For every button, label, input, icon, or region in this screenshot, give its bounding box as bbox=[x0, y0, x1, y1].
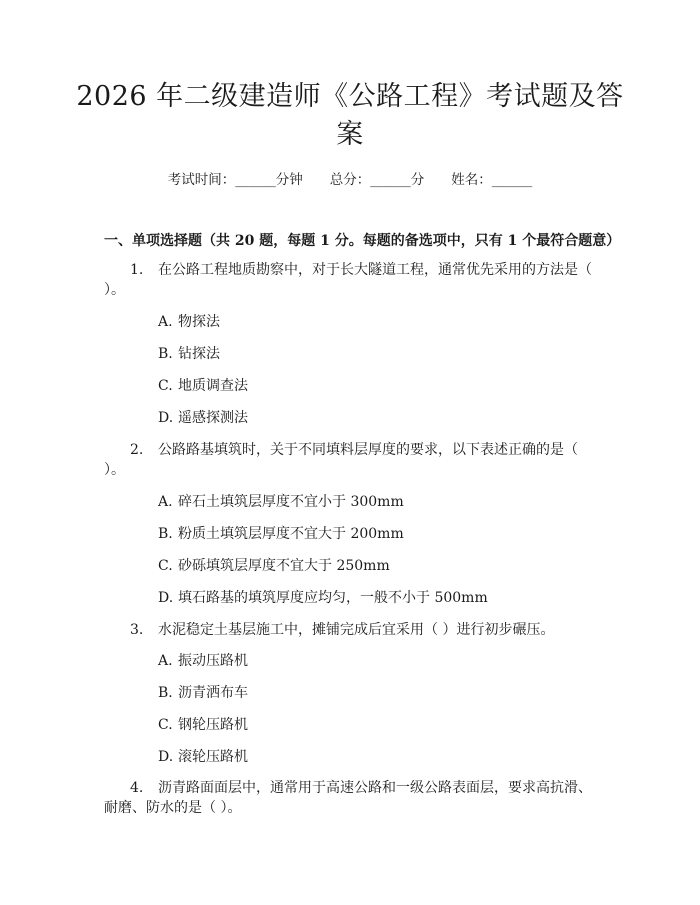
option-letter: D. bbox=[158, 410, 174, 426]
option-letter: C. bbox=[158, 558, 173, 574]
option-3b bbox=[158, 683, 248, 703]
option-letter: D. bbox=[158, 590, 174, 606]
option-text: 地质调查法 bbox=[178, 378, 248, 394]
exam-info-line: 考试时间：______分钟 总分：______分 姓名：______ bbox=[167, 172, 533, 188]
option-text: 粉质土填筑层厚度不宜大于 200mm bbox=[178, 526, 404, 542]
option-3c bbox=[158, 715, 248, 735]
option-text: 碎石土填筑层厚度不宜小于 300mm bbox=[178, 494, 404, 510]
option-text: 砂砾填筑层厚度不宜大于 250mm bbox=[178, 558, 390, 574]
option-letter: B. bbox=[158, 346, 173, 362]
question-2 bbox=[104, 440, 600, 480]
option-letter: A. bbox=[158, 494, 173, 510]
option-1a bbox=[158, 312, 220, 332]
option-text: 钻探法 bbox=[178, 346, 220, 362]
question-number: 3. bbox=[130, 622, 144, 638]
question-number: 2. bbox=[130, 442, 144, 458]
option-text: 滚轮压路机 bbox=[178, 749, 248, 765]
section-heading: 一、单项选择题（共 20 题，每题 1 分。每题的备选项中，只有 1 个最符合题意） bbox=[104, 233, 621, 249]
document-title: 2026 年二级建造师《公路工程》考试题及答案 bbox=[76, 81, 624, 150]
question-1 bbox=[104, 260, 600, 300]
option-text: 钢轮压路机 bbox=[178, 717, 248, 733]
option-2b bbox=[158, 524, 404, 544]
option-3a bbox=[158, 651, 248, 671]
option-text: 遥感探测法 bbox=[178, 410, 248, 426]
question-text: 水泥稳定土基层施工中，摊铺完成后宜采用（ ）进行初步碾压。 bbox=[158, 622, 555, 638]
option-text: 振动压路机 bbox=[178, 653, 248, 669]
option-letter: D. bbox=[158, 749, 174, 765]
option-letter: A. bbox=[158, 314, 173, 330]
option-letter: B. bbox=[158, 685, 173, 701]
option-2d bbox=[158, 588, 488, 608]
question-text: 公路路基填筑时，关于不同填料层厚度的要求，以下表述正确的是（ ）。 bbox=[104, 442, 578, 478]
option-2c bbox=[158, 556, 390, 576]
option-letter: B. bbox=[158, 526, 173, 542]
option-letter: C. bbox=[158, 717, 173, 733]
option-letter: A. bbox=[158, 653, 173, 669]
option-letter: C. bbox=[158, 378, 173, 394]
question-3 bbox=[104, 620, 600, 640]
option-3d bbox=[158, 747, 248, 767]
option-1b bbox=[158, 344, 220, 364]
option-1d bbox=[158, 408, 248, 428]
question-text: 沥青路面面层中，通常用于高速公路和一级公路表面层，要求高抗滑、耐磨、防水的是（ ）。 bbox=[104, 780, 592, 816]
question-text: 在公路工程地质勘察中，对于长大隧道工程，通常优先采用的方法是（ ）。 bbox=[104, 262, 592, 298]
question-number: 4. bbox=[130, 780, 144, 796]
option-text: 填石路基的填筑厚度应均匀，一般不小于 500mm bbox=[178, 590, 488, 606]
question-number: 1. bbox=[130, 262, 144, 278]
option-2a bbox=[158, 492, 404, 512]
question-4 bbox=[104, 778, 600, 818]
option-1c bbox=[158, 376, 248, 396]
option-text: 沥青洒布车 bbox=[178, 685, 248, 701]
option-text: 物探法 bbox=[178, 314, 220, 330]
